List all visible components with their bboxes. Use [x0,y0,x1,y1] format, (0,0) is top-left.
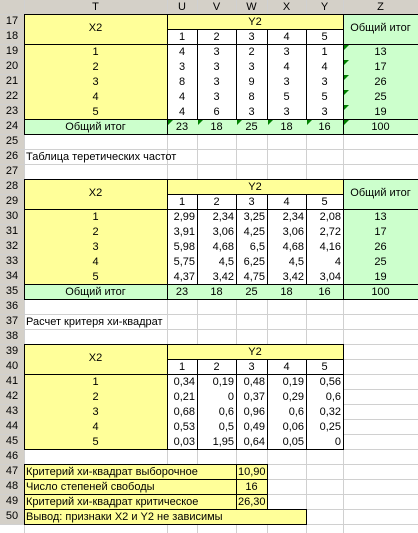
table1-col-header: 4 [283,31,290,43]
table2-cell[interactable]: 3,04 [319,271,341,283]
error-indicator-icon [168,120,173,125]
table1-col-header: 2 [213,31,220,43]
row-header-44[interactable]: 44 [0,419,24,434]
cell-border [236,494,267,495]
row-header-24[interactable]: 24 [0,119,24,134]
table3-row-key: 4 [92,421,99,433]
error-indicator-icon [344,120,349,125]
table2-cell[interactable]: 4,5 [288,256,304,268]
row-header-19[interactable]: 19 [0,44,24,59]
column-header-V[interactable]: V [197,0,236,14]
table1-cell[interactable]: 5 [283,91,290,103]
table3-cell[interactable]: 0,32 [319,406,341,418]
table3-row-label: X2 [88,352,103,364]
cell-border [24,509,25,524]
row-header-37[interactable]: 37 [0,314,24,329]
table1-col-total: 16 [318,121,331,133]
cell-border [24,524,307,525]
table1-row-key: 4 [92,91,99,103]
row-header-26[interactable]: 26 [0,149,24,164]
row-header-47[interactable]: 47 [0,464,24,479]
row-header-20[interactable]: 20 [0,59,24,74]
table2-cell[interactable]: 4,25 [243,226,265,238]
table2-cell[interactable]: 2,99 [173,211,195,223]
table2-cell[interactable]: 4,37 [173,271,195,283]
row-header-43[interactable]: 43 [0,404,24,419]
table3-cell[interactable]: 0,64 [243,436,265,448]
table3-col-header: 1 [178,361,186,373]
table1-cell[interactable]: 3 [248,61,255,73]
table1-cell[interactable]: 5 [321,91,328,103]
table1-cell[interactable]: 8 [178,76,186,88]
table1-cell[interactable]: 3 [248,106,255,118]
table2-col-total: 25 [245,286,258,298]
table3-cell[interactable]: 0,03 [173,436,195,448]
table3-row-key: 1 [92,376,99,388]
table2-col-total: 18 [280,286,293,298]
table1-total-col-header: Общий итог [350,22,411,34]
row-header-18[interactable]: 18 [0,29,24,44]
row-header-38[interactable]: 38 [0,329,24,344]
table2-cell[interactable]: 4,68 [282,241,304,253]
table1-cell[interactable]: 1 [321,46,328,58]
error-indicator-icon [237,120,242,125]
table1-grand-total: 100 [371,121,390,133]
table3-row-key: 2 [92,391,99,403]
table2-row-total: 25 [374,256,387,268]
table3-cell[interactable]: 0,19 [282,376,304,388]
table2-grand-label: Общий итог [65,286,126,298]
table1-row-key: 2 [92,61,99,73]
table3-cell[interactable]: 0,49 [243,421,265,433]
table2-cell[interactable]: 3,91 [173,226,195,238]
table1-col-header: 1 [178,31,186,43]
table3-cell[interactable]: 0,6 [218,406,234,418]
table2-col-total: 16 [318,286,331,298]
error-indicator-icon [344,75,349,80]
table2-grand-total: 100 [371,286,390,298]
cell-border [236,464,267,465]
table2-col-group: Y2 [248,181,262,193]
column-header-U[interactable]: U [167,0,197,14]
table1-cell[interactable]: 4 [178,46,186,58]
table3-cell[interactable]: 0,29 [282,391,304,403]
table3-cell[interactable]: 0,48 [243,376,265,388]
column-header-T[interactable]: T [24,0,167,14]
table2-cell[interactable]: 5,75 [173,256,195,268]
row-header-30[interactable]: 30 [0,209,24,224]
table1-row-key: 1 [92,46,99,58]
table2-cell[interactable]: 4,68 [212,241,234,253]
row-header-45[interactable]: 45 [0,434,24,449]
table1-row-key: 5 [92,106,99,118]
table2-cell[interactable]: 2,08 [319,211,341,223]
table3-cell[interactable]: 0 [334,436,341,448]
table3-col-header: 2 [213,361,220,373]
title-theoretical: Таблица теретических частот [26,151,177,163]
cell-border [24,494,25,509]
table2-col-header: 2 [213,196,220,208]
table2-cell[interactable]: 3,06 [282,226,304,238]
table3-col-header: 3 [248,361,255,373]
summary-value[interactable]: 26,30 [238,496,266,508]
column-header-W[interactable]: W [236,0,267,14]
table2-row-total: 13 [374,211,387,223]
table3-cell[interactable]: 0,21 [173,391,195,403]
row-header-36[interactable]: 36 [0,299,24,314]
table2-cell[interactable]: 3,06 [212,226,234,238]
table1-col-header: 3 [248,31,255,43]
cell-border [267,479,268,494]
table1-cell[interactable]: 3 [213,46,220,58]
cell-border [24,479,25,494]
table2-cell[interactable]: 4,16 [319,241,341,253]
table1-row-total: 13 [374,46,387,58]
table1-col-total: 23 [175,121,189,133]
cell-border [343,344,344,449]
row-header-23[interactable]: 23 [0,104,24,119]
summary-label: Число степеней свободы [26,481,155,493]
cell-border [24,299,418,300]
table3-col-header: 5 [321,361,328,373]
table2-cell[interactable]: 2,34 [212,211,234,223]
table3-cell[interactable]: 0,34 [173,376,195,388]
table3-cell[interactable]: 0,6 [288,406,304,418]
table1-cell[interactable]: 4 [321,61,328,73]
table1-row-label: X2 [88,22,103,34]
table2-cell[interactable]: 4,5 [218,256,234,268]
error-indicator-icon [344,60,349,65]
table2-col-header: 4 [283,196,290,208]
summary-label: Вывод: признаки X2 и Y2 не зависимы [26,511,223,523]
table1-cell[interactable]: 3 [321,106,328,118]
error-indicator-icon [268,120,273,125]
table2-cell[interactable]: 4 [334,256,341,268]
select-all-corner [0,0,24,14]
error-indicator-icon [198,120,203,125]
table2-cell[interactable]: 2,34 [282,211,304,223]
table1-cell[interactable]: 4 [178,106,186,118]
table1-cell[interactable]: 2 [248,46,255,58]
cell-border [24,464,236,465]
row-header-22[interactable]: 22 [0,89,24,104]
table3-cell[interactable]: 0,5 [218,421,234,433]
cell-border [236,464,237,479]
cell-border [267,494,268,509]
table2-row-key: 4 [92,256,99,268]
table3-cell[interactable]: 0,96 [243,406,265,418]
table2-cell[interactable]: 4,75 [243,271,265,283]
table2-cell[interactable]: 3,25 [243,211,265,223]
cell-border [24,134,418,135]
table2-col-header: 3 [248,196,255,208]
table3-row-key: 5 [92,436,99,448]
table1-cell[interactable]: 9 [248,76,255,88]
table2-row-key: 5 [92,271,99,283]
cell-border [306,509,307,524]
gridline [0,164,418,165]
table2-row-key: 2 [92,226,99,238]
table3-cell[interactable]: 0,53 [173,421,195,433]
cell-border [267,464,268,479]
row-header-39[interactable]: 39 [0,344,24,359]
table3-cell[interactable]: 0,19 [212,376,234,388]
column-header-Y[interactable]: Y [306,0,343,14]
error-indicator-icon [344,90,349,95]
table1-cell[interactable]: 4 [283,61,290,73]
table1-cell[interactable]: 8 [248,91,255,103]
row-header-32[interactable]: 32 [0,239,24,254]
row-header-31[interactable]: 31 [0,224,24,239]
table2-cell[interactable]: 3,42 [212,271,234,283]
table1-cell[interactable]: 3 [213,61,220,73]
table2-col-header: 5 [321,196,328,208]
table3-cell[interactable]: 0,05 [282,436,304,448]
cell-border [24,509,306,510]
table1-cell[interactable]: 3 [213,76,220,88]
table2-total-col-header: Общий итог [350,187,411,199]
row-header-42[interactable]: 42 [0,389,24,404]
table2-cell[interactable]: 6,25 [243,256,265,268]
cell-border [236,479,237,494]
table3-cell[interactable]: 0,06 [282,421,304,433]
column-header-X[interactable]: X [267,0,306,14]
row-header-28[interactable]: 28 [0,179,24,194]
cell-border [24,494,236,495]
table1-cell[interactable]: 3 [283,46,290,58]
table1-cell[interactable]: 3 [178,61,186,73]
table3-cell[interactable]: 0 [227,391,234,403]
table1-cell[interactable]: 6 [213,106,220,118]
row-header-34[interactable]: 34 [0,269,24,284]
table3-cell[interactable]: 0,25 [319,421,341,433]
row-header-21[interactable]: 21 [0,74,24,89]
table2-row-total: 19 [374,271,387,283]
table2-row-total: 17 [374,226,387,238]
table1-col-total: 25 [245,121,258,133]
summary-value[interactable]: 16 [245,481,258,493]
table1-row-total: 26 [374,76,387,88]
table1-col-total: 18 [280,121,293,133]
cell-border [236,479,267,480]
cell-border [24,464,25,479]
table1-row-key: 3 [92,76,99,88]
row-header-33[interactable]: 33 [0,254,24,269]
row-header-40[interactable]: 40 [0,359,24,374]
table2-cell[interactable]: 5,98 [173,241,195,253]
table2-row-key: 3 [92,241,99,253]
table3-cell[interactable]: 0,68 [173,406,195,418]
table2-cell[interactable]: 2,72 [319,226,341,238]
table1-row-total: 17 [374,61,387,73]
summary-value[interactable]: 10,90 [238,466,266,478]
table2-col-total: 23 [175,286,189,298]
table1-col-header: 5 [321,31,328,43]
table2-row-total: 26 [374,241,387,253]
row-header-29[interactable]: 29 [0,194,24,209]
row-header-25[interactable]: 25 [0,134,24,149]
table1-row-total: 19 [374,106,387,118]
table2-cell[interactable]: 6,5 [249,241,265,253]
table3-cell[interactable]: 1,95 [212,436,234,448]
table2-cell[interactable]: 3,42 [282,271,304,283]
error-indicator-icon [344,105,349,110]
table3-cell[interactable]: 0,37 [243,391,265,403]
row-header-17[interactable]: 17 [0,14,24,29]
table3-cell[interactable]: 0,6 [325,391,341,403]
cell-border [236,494,237,509]
error-indicator-icon [344,45,349,50]
table3-row-key: 3 [92,406,99,418]
table2-col-header: 1 [178,196,186,208]
row-header-41[interactable]: 41 [0,374,24,389]
table1-col-group: Y2 [248,16,262,28]
row-header-35[interactable]: 35 [0,284,24,299]
table3-col-group: Y2 [248,346,262,358]
column-header-Z[interactable]: Z [343,0,418,14]
error-indicator-icon [307,120,312,125]
table2-col-total: 18 [210,286,223,298]
title-chi-square: Расчет критеря хи-квадрат [26,316,163,328]
summary-label: Критерий хи-квадрат выборочное [26,466,198,478]
gridline [0,329,418,330]
table1-cell[interactable]: 3 [321,76,328,88]
row-header-49[interactable]: 49 [0,494,24,509]
table2-row-key: 1 [92,211,99,223]
table3-col-header: 4 [283,361,290,373]
table3-cell[interactable]: 0,56 [319,376,341,388]
table2-row-label: X2 [88,187,103,199]
row-header-27[interactable]: 27 [0,164,24,179]
summary-label: Критерий хи-квадрат критическое [26,496,199,508]
table1-row-total: 25 [374,91,387,103]
row-header-48[interactable]: 48 [0,479,24,494]
table1-grand-label: Общий итог [65,121,126,133]
table1-col-total: 18 [210,121,223,133]
table1-cell[interactable]: 3 [213,91,220,103]
row-header-50[interactable]: 50 [0,509,24,524]
table1-cell[interactable]: 4 [178,91,186,103]
table1-cell[interactable]: 3 [283,76,290,88]
cell-border [24,449,344,450]
row-header-46[interactable]: 46 [0,449,24,464]
cell-border [24,479,236,480]
table1-cell[interactable]: 3 [283,106,290,118]
